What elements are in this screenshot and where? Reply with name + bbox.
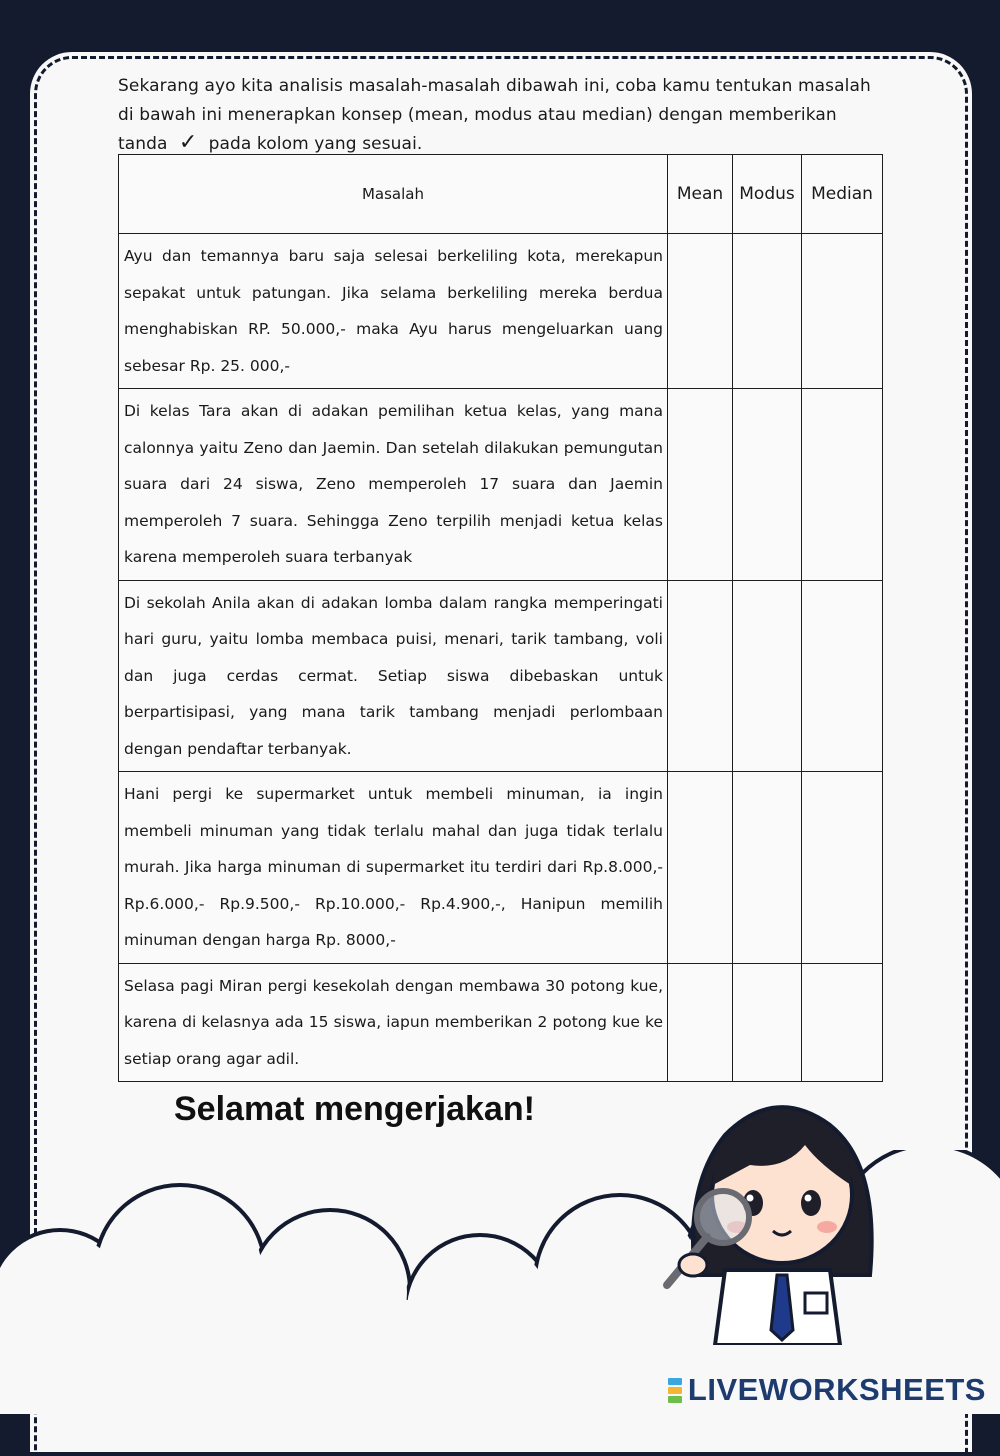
table-row — [119, 234, 883, 389]
answer-cell-median[interactable] — [802, 580, 883, 772]
problem-text: Ayu dan temannya baru saja selesai berkeliling kota, merekapun sepakat untuk patungan. Jika selama berkeliling mereka berdua menghabiskan RP. 50.000,- maka Ayu harus mengeluarkan uang sebesar Rp. 25. 000,- — [119, 234, 668, 389]
brand-logo-icon — [668, 1377, 682, 1404]
answer-cell-mean[interactable] — [668, 772, 733, 964]
instructions-text-end: pada kolom yang sesuai. — [208, 134, 423, 154]
answer-table — [118, 154, 883, 1082]
instructions — [118, 72, 883, 159]
logo-bar-blue — [668, 1378, 682, 1385]
header-masalah: Masalah — [119, 155, 668, 234]
table-header-row — [119, 155, 883, 234]
answer-cell-modus[interactable] — [733, 580, 802, 772]
answer-cell-median[interactable] — [802, 389, 883, 581]
logo-bar-green — [668, 1396, 682, 1403]
student-illustration — [655, 1045, 900, 1345]
header-median: Median — [802, 155, 883, 234]
answer-cell-median[interactable] — [802, 772, 883, 964]
liveworksheets-logo — [668, 1372, 986, 1408]
table-row — [119, 580, 883, 772]
answer-cell-mean[interactable] — [668, 234, 733, 389]
answer-cell-modus[interactable] — [733, 234, 802, 389]
problem-text: Hani pergi ke supermarket untuk membeli minuman, ia ingin membeli minuman yang tidak terlalu mahal dan juga tidak terlalu murah. Jika harga minuman di supermarket itu terdiri dari Rp.8.000,- Rp.6.000,- Rp.9.500,- Rp.10.000,- Rp.4.900,-, Hanipun memilih minuman dengan harga Rp. 8000,- — [119, 772, 668, 964]
logo-bar-yellow — [668, 1387, 682, 1394]
table-row — [119, 772, 883, 964]
header-modus: Modus — [733, 155, 802, 234]
header-mean: Mean — [668, 155, 733, 234]
answer-cell-modus[interactable] — [733, 772, 802, 964]
checkmark-icon: ✓ — [178, 130, 198, 155]
problem-text: Selasa pagi Miran pergi kesekolah dengan membawa 30 potong kue, karena di kelasnya ada 15 siswa, iapun memberikan 2 potong kue ke setiap orang agar adil. — [119, 963, 668, 1082]
answer-cell-mean[interactable] — [668, 389, 733, 581]
answer-cell-median[interactable] — [802, 234, 883, 389]
problem-text: Di sekolah Anila akan di adakan lomba dalam rangka memperingati hari guru, yaitu lomba membaca puisi, menari, tarik tambang, voli dan juga cerdas cermat. Setiap siswa dibebaskan untuk berpartisipasi, yang mana tarik tambang menjadi perlombaan dengan pendaftar terbanyak. — [119, 580, 668, 772]
instructions-text: Sekarang ayo kita analisis masalah-masalah dibawah ini, coba kamu tentukan masalah di bawah ini menerapkan konsep (mean, modus atau median) dengan memberikan tanda — [118, 76, 871, 154]
closing-message: Selamat mengerjakan! — [174, 1090, 535, 1128]
answer-cell-mean[interactable] — [668, 580, 733, 772]
problem-text: Di kelas Tara akan di adakan pemilihan ketua kelas, yang mana calonnya yaitu Zeno dan Jaemin. Dan setelah dilakukan pemungutan suara dari 24 siswa, Zeno memperoleh 17 suara dan Jaemin memperoleh 7 suara. Sehingga Zeno terpilih menjadi ketua kelas karena memperoleh suara terbanyak — [119, 389, 668, 581]
brand-name: LIVEWORKSHEETS — [687, 1372, 986, 1407]
table-row — [119, 389, 883, 581]
answer-cell-modus[interactable] — [733, 389, 802, 581]
